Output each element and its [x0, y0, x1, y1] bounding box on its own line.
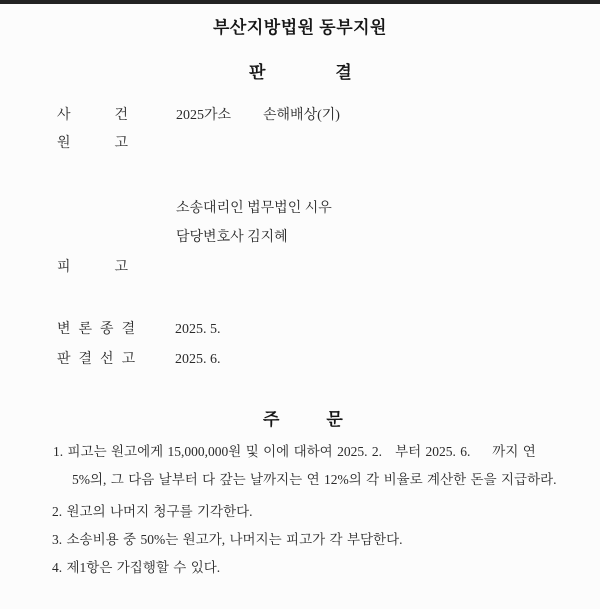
hearing-closed-date: 2025. 5.	[175, 322, 221, 337]
order-item-1-line-2: 5%의, 그 다음 날부터 다 갚는 날까지는 연 12%의 각 비율로 계산한 돈을 지급하라.	[72, 472, 557, 487]
case-number: 2025가소	[176, 108, 232, 123]
order-item-2: 2. 원고의 나머지 청구를 기각한다.	[52, 504, 253, 519]
order-item-1-line-1: 1. 피고는 원고에게 15,000,000원 및 이에 대하여 2025. 2. 부터 2025. 6. 까지 연	[53, 444, 536, 459]
plaintiff-counsel: 소송대리인 법무법인 시우	[176, 201, 332, 216]
order-item-3: 3. 소송비용 중 50%는 원고가, 나머지는 피고가 각 부담한다.	[52, 532, 403, 547]
scan-edge-bar	[0, 0, 600, 4]
court-name: 부산지방법원 동부지원	[213, 18, 387, 37]
plaintiff-label: 원고	[57, 136, 173, 151]
hearing-closed-label: 변론종결	[57, 322, 144, 337]
judgment-pronounced-label: 판결선고	[57, 352, 144, 367]
plaintiff-attorney: 담당변호사 김지혜	[176, 230, 288, 245]
defendant-label: 피고	[57, 260, 173, 275]
case-label: 사건	[57, 108, 173, 123]
judgment-pronounced-date: 2025. 6.	[175, 352, 221, 367]
order-heading: 주문	[263, 410, 390, 429]
case-name: 손해배상(기)	[263, 108, 340, 123]
document-title: 판결	[249, 63, 422, 82]
order-item-4: 4. 제1항은 가집행할 수 있다.	[52, 560, 221, 575]
